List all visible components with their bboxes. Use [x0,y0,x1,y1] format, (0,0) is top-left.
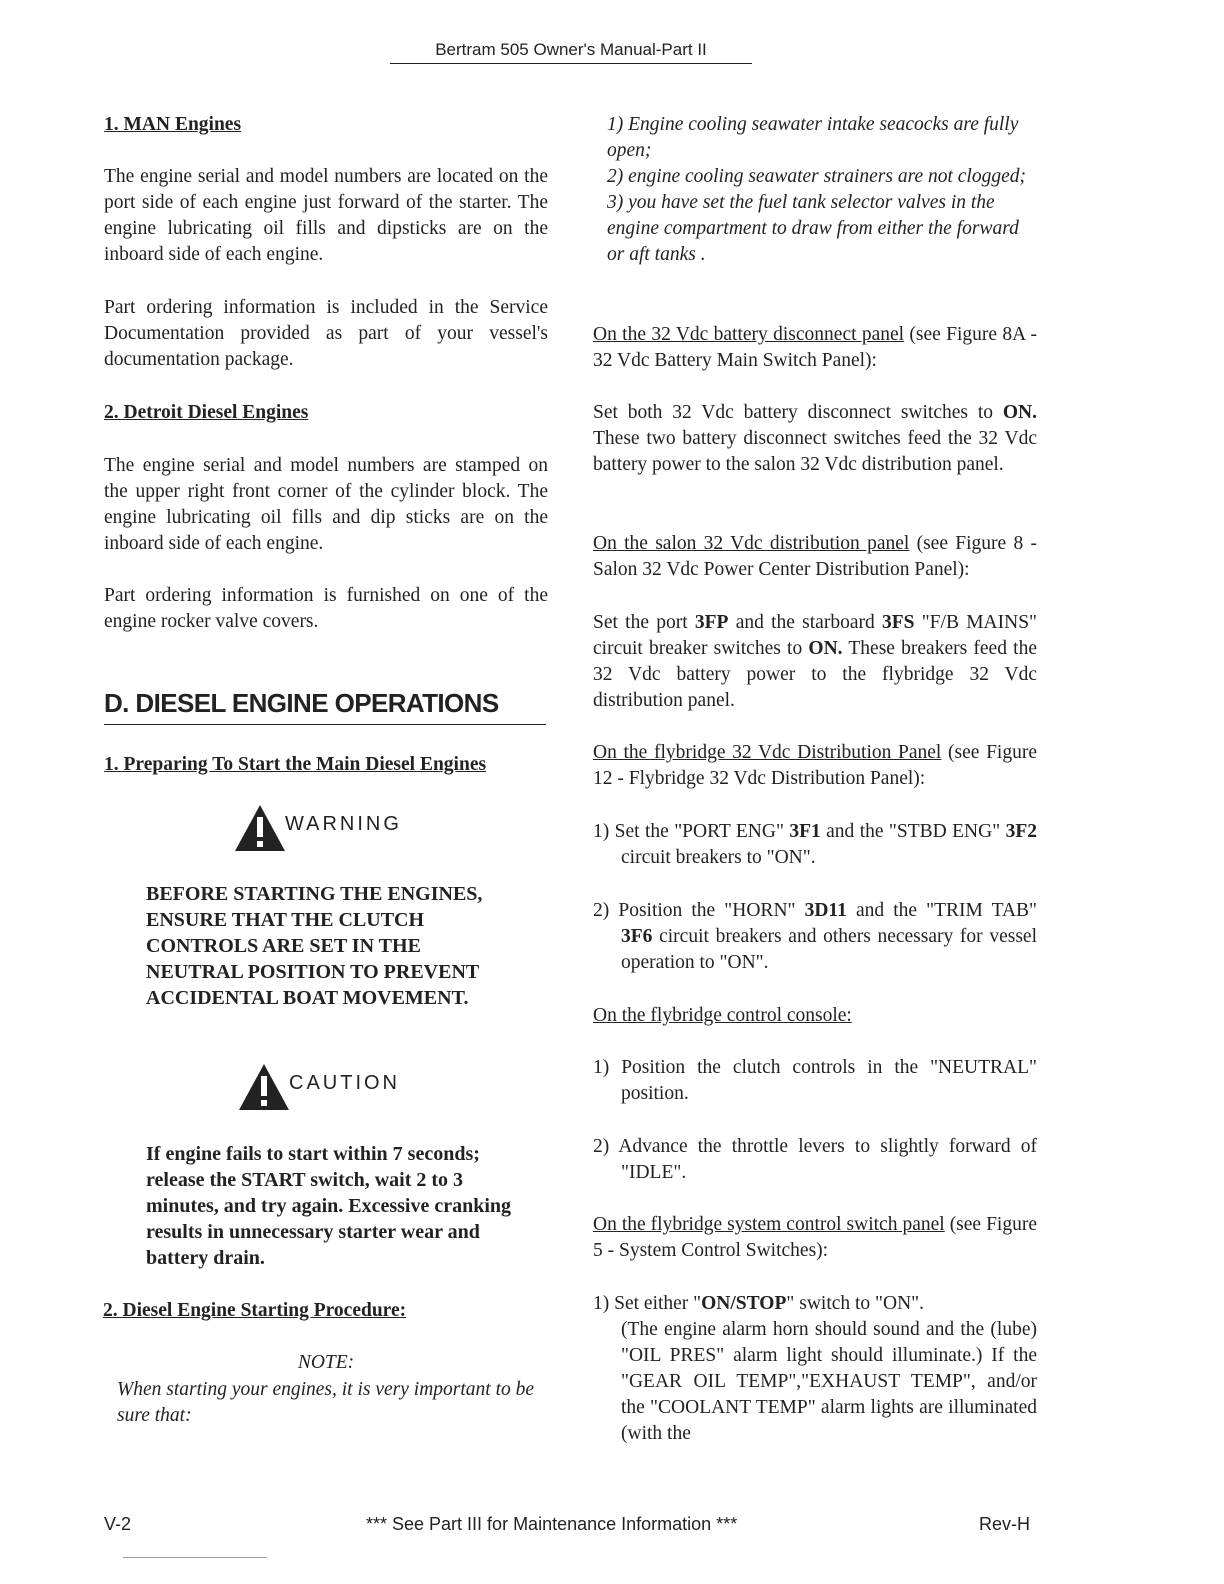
caution-triangle-icon [237,1062,291,1112]
console-link: On the flybridge control console: [593,1005,852,1026]
switch-step-1-detail: (The engine alarm horn should sound and the (lube) "OIL PRES" alarm light should illuminate.) If the "GEAR OIL TEMP","EXHAUST TEMP", and/or the "COOLANT TEMP" alarm lights are illuminated (with the [621,1319,1037,1444]
warning-label: WARNING [285,812,402,835]
page-number: V-2 [104,1514,132,1534]
battery-panel-intro: On the 32 Vdc battery disconnect panel (see Figure 8A - 32 Vdc Battery Main Switch Panel): [593,324,1038,371]
salon-panel-intro: On the salon 32 Vdc distribution panel (see Figure 8 - Salon 32 Vdc Power Center Distribution Panel): [593,533,1037,580]
preparing-start-heading: 1. Preparing To Start the Main Diesel Engines [104,754,487,775]
switch-panel-link: On the flybridge system control switch panel [593,1214,945,1235]
check-item-2: 2) engine cooling seawater strainers are not clogged; [607,166,1027,187]
section-d-title: D. DIESEL ENGINE OPERATIONS [104,688,546,725]
switch-step-1: 1) Set either "ON/STOP" switch to "ON". [593,1293,925,1314]
battery-panel-link: On the 32 Vdc battery disconnect panel [593,324,905,345]
page-header: Bertram 505 Owner's Manual-Part II [390,40,752,64]
caution-label: CAUTION [289,1071,400,1094]
check-item-1: 1) Engine cooling seawater intake seacocks are fully open; [607,114,1019,161]
warning-text: BEFORE STARTING THE ENGINES, ENSURE THAT THE CLUTCH CONTROLS ARE SET IN THE NEUTRAL POSITION TO PREVENT ACCIDENTAL BOAT MOVEMENT. [146,883,483,1009]
revision-label: Rev-H [979,1514,1031,1534]
console-step-1: 1) Position the clutch controls in the "NEUTRAL" position. [593,1057,1037,1104]
console-step-2: 2) Advance the throttle levers to slightly forward of "IDLE". [593,1136,1037,1183]
caution-text: If engine fails to start within 7 seconds; release the START switch, wait 2 to 3 minutes, and try again. Excessive cranking results in unnecessary starter wear and battery drain. [146,1143,512,1269]
salon-panel-paragraph: Set the port 3FP and the starboard 3FS "F/B MAINS" circuit breaker switches to ON. These breakers feed the 32 Vdc battery power to the flybridge 32 Vdc distribution panel. [593,612,1037,711]
footer-note: *** See Part III for Maintenance Information *** [366,1514,738,1534]
left-column [104,112,548,138]
switch-panel-intro: On the flybridge system control switch panel (see Figure 5 - System Control Switches): [593,1214,1037,1261]
starting-procedure-heading: 2. Diesel Engine Starting Procedure: [103,1300,407,1321]
note-label: NOTE: [297,1352,355,1373]
detroit-parts-paragraph: Part ordering information is furnished on one of the engine rocker valve covers. [104,585,548,632]
man-engines-paragraph: The engine serial and model numbers are located on the port side of each engine just forward of the starter. The engine lubricating oil fills and dipsticks are on the inboard side of each engine. [104,166,548,265]
console-intro [593,1003,1037,1029]
flybridge-panel-intro: On the flybridge 32 Vdc Distribution Panel (see Figure 12 - Flybridge 32 Vdc Distribution Panel): [593,742,1037,789]
man-engines-heading: 1. MAN Engines [104,114,242,135]
battery-panel-paragraph: Set both 32 Vdc battery disconnect switches to ON. These two battery disconnect switches feed the 32 Vdc battery power to the salon 32 Vdc distribution panel. [593,402,1037,475]
salon-panel-link: On the salon 32 Vdc distribution panel [593,533,910,554]
footer-divider [123,1557,267,1558]
flybridge-panel-link: On the flybridge 32 Vdc Distribution Panel [593,742,942,763]
man-parts-paragraph: Part ordering information is included in the Service Documentation provided as part of your vessel's documentation package. [104,297,548,370]
detroit-engines-heading: 2. Detroit Diesel Engines [104,402,309,423]
warning-triangle-icon [233,803,287,853]
flybridge-step-2: 2) Position the "HORN" 3D11 and the "TRIM TAB" 3F6 circuit breakers and others necessary for vessel operation to "ON". [593,900,1037,973]
flybridge-step-1: 1) Set the "PORT ENG" 3F1 and the "STBD ENG" 3F2 circuit breakers to "ON". [593,821,1037,868]
caution-block [237,1062,400,1112]
check-item-3: 3) you have set the fuel tank selector valves in the engine compartment to draw from either the forward or aft tanks . [607,192,1019,265]
detroit-engines-paragraph: The engine serial and model numbers are stamped on the upper right front corner of the cylinder block. The engine lubricating oil fills and dip sticks are on the inboard side of each engine. [104,455,548,554]
note-text: When starting your engines, it is very important to be sure that: [117,1379,535,1426]
warning-block [233,803,402,853]
